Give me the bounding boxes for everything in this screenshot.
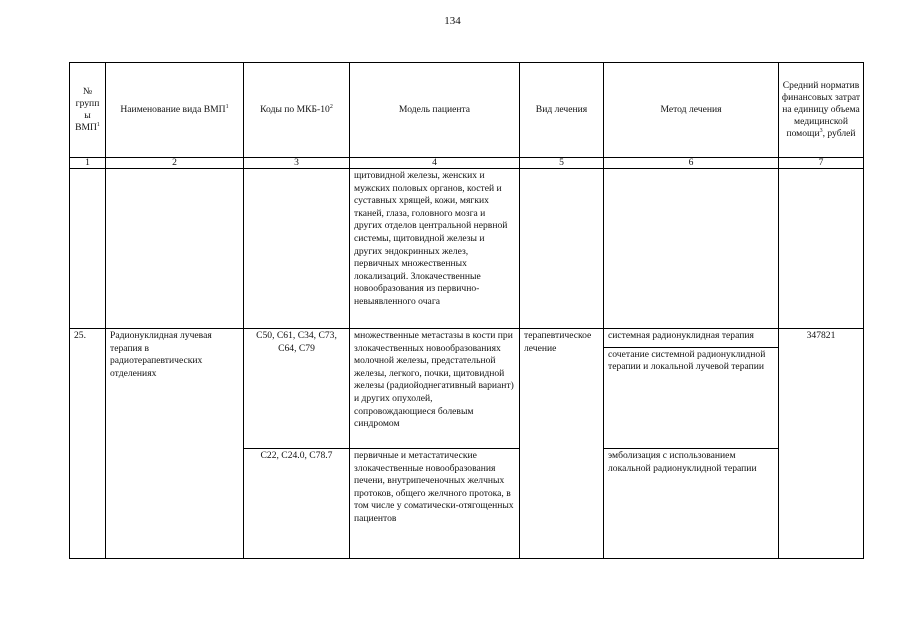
header-row — [70, 63, 864, 158]
icd-codes-cell: C22, C24.0, C78.7 — [244, 449, 350, 559]
group-number-cell: 25. — [70, 329, 106, 559]
cell-empty — [604, 169, 779, 329]
treatment-type-cell: терапевтическое лечение — [520, 329, 604, 559]
header-patient-model: Модель пациента — [350, 63, 520, 158]
col-number: 7 — [779, 158, 864, 169]
page-number: 134 — [444, 15, 461, 27]
treatment-method-cell: эмболизация с использованием локальной радионуклидной терапии — [604, 449, 779, 559]
cell-empty — [520, 169, 604, 329]
average-cost-cell: 347821 — [779, 329, 864, 559]
method-combined: сочетание системной радионуклидной терапии и локальной лучевой терапии — [604, 347, 778, 374]
patient-model-cell: щитовидной железы, женских и мужских половых органов, костей и суставных хрящей, кожи, мягких тканей, глаза, головного мозга и других отделов центральной нервной системы, щитовидной железы и других эндокринных желез, первичных множественных локализаций. Злокачественные новообразования из первично-невыявленного очага — [350, 169, 520, 329]
cell-empty — [779, 169, 864, 329]
header-average-cost: Средний норматив финансовых затрат на единицу объема медицинской помощи$^3$, рублей — [779, 63, 864, 158]
treatment-method-cell — [604, 329, 779, 449]
col-number: 4 — [350, 158, 520, 169]
cell-empty — [106, 169, 244, 329]
vmp-table — [69, 62, 864, 559]
col-number: 6 — [604, 158, 779, 169]
icd-codes-cell: C50, C61, C34, C73, C64, C79 — [244, 329, 350, 449]
patient-model-cell: множественные метастазы в кости при злокачественных новообразованиях молочной железы, предстательной железы, легкого, почки, щитовидной железы (радиойоднегативный вариант) и других опухолей, сопровождающиеся болевым синдромом — [350, 329, 520, 449]
table-row-continuation — [70, 169, 864, 329]
header-group-number: № групп ы ВМП$^1$ — [70, 63, 106, 158]
header-treatment-type: Вид лечения — [520, 63, 604, 158]
col-number: 2 — [106, 158, 244, 169]
header-vmp-name: Наименование вида ВМП$^1$ — [106, 63, 244, 158]
patient-model-cell: первичные и метастатические злокачественные новообразования печени, внутрипеченочных желчных протоков, общего желчного протока, в том числе у соматически-отягощенных пациентов — [350, 449, 520, 559]
table-row-25a — [70, 329, 864, 449]
method-systemic: системная радионуклидная терапия — [608, 330, 754, 341]
col-number: 1 — [70, 158, 106, 169]
vmp-name-cell: Радионуклидная лучевая терапия в радиотерапевтических отделениях — [106, 329, 244, 559]
cell-empty — [70, 169, 106, 329]
header-icd-codes: Коды по МКБ-$10^2$ — [244, 63, 350, 158]
col-number: 3 — [244, 158, 350, 169]
cell-empty — [244, 169, 350, 329]
col-number: 5 — [520, 158, 604, 169]
header-treatment-method: Метод лечения — [604, 63, 779, 158]
column-number-row — [70, 158, 864, 169]
